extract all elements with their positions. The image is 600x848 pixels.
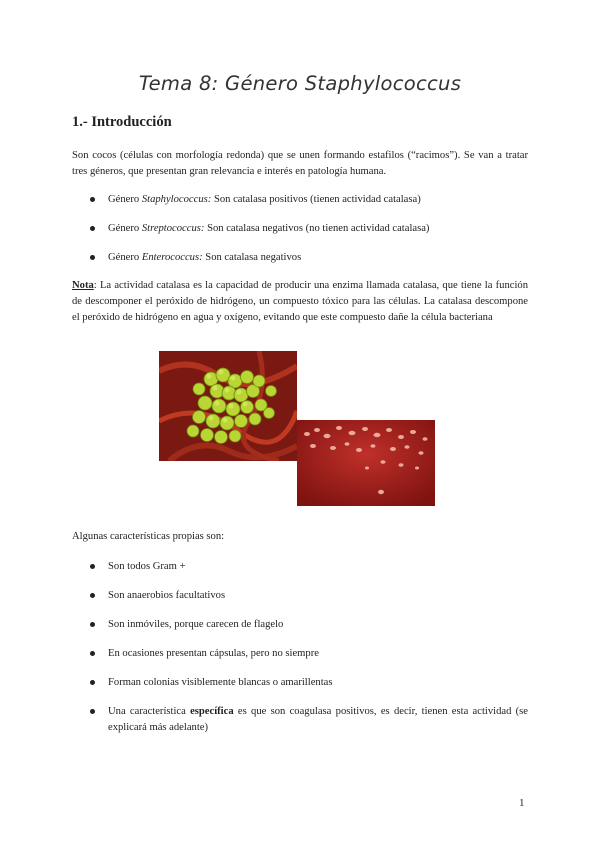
list-item <box>90 192 429 221</box>
bullet-icon <box>90 680 95 685</box>
section-heading: 1.- Introducción <box>72 114 172 130</box>
characteristics-intro: Algunas características propias son: <box>72 531 225 542</box>
characteristics-list <box>90 559 528 736</box>
bacterial-colonies-image <box>297 420 435 506</box>
bullet-icon <box>90 226 95 231</box>
genus-prefix: Género <box>108 194 140 205</box>
bullet-icon <box>90 651 95 656</box>
genus-prefix: Género <box>108 252 140 263</box>
genus-description: Son catalasa negativos <box>205 252 302 263</box>
bullet-icon <box>90 593 95 598</box>
genera-list <box>90 192 429 279</box>
characteristic-bold-text: específica <box>190 706 234 717</box>
genus-name: Enterococcus: <box>141 252 203 263</box>
characteristic-text: es que son coagulasa positivos, es decir, tienen esta actividad (se explicará más adelante) <box>108 706 529 733</box>
bullet-icon <box>90 564 95 569</box>
characteristic-text: Una característica <box>108 706 191 717</box>
characteristic-text: Son anaerobios facultativos <box>108 590 226 601</box>
document-title: Tema 8: Género Staphylococcus <box>138 72 462 95</box>
bullet-icon <box>90 622 95 627</box>
bullet-icon <box>90 197 95 202</box>
genus-name: Staphylococcus: <box>141 194 212 205</box>
list-item <box>90 250 429 279</box>
nota-label: Nota <box>72 280 94 291</box>
characteristic-text: En ocasiones presentan cápsulas, pero no siempre <box>108 648 319 659</box>
list-item <box>90 588 528 617</box>
intro-paragraph: Son cocos (células con morfología redonda) que se unen formando estafilos (“racimos”). Se van a tratar tres géneros, que presentan gran relevancia e interés en patología humana. <box>72 150 528 177</box>
list-item <box>90 704 528 736</box>
nota-paragraph <box>72 278 528 326</box>
genus-name: Streptococcus: <box>141 223 205 234</box>
list-item <box>90 617 528 646</box>
nota-text: : La actividad catalasa es la capacidad de producir una enzima llamada catalasa, que tiene la función de descomponer el peróxido de hidrógeno, un compuesto tóxico para las células. La catalasa descompone el peróxido de hidrógeno en agua y oxígeno, evitando que este compuesto dañe la célula bacteriana <box>72 280 528 323</box>
genus-description: Son catalasa positivos (tienen actividad catalasa) <box>213 194 421 205</box>
list-item <box>90 675 528 704</box>
list-item <box>90 646 528 675</box>
list-item <box>90 559 528 588</box>
genus-prefix: Género <box>108 223 140 234</box>
staphylococcus-micrograph-image <box>159 351 297 461</box>
bullet-icon <box>90 255 95 260</box>
characteristic-text: Son todos Gram + <box>108 561 186 572</box>
characteristic-text: Forman colonias visiblemente blancas o amarillentas <box>108 677 333 688</box>
list-item <box>90 221 429 250</box>
characteristic-text: Son inmóviles, porque carecen de flagelo <box>108 619 284 630</box>
genus-description: Son catalasa negativos (no tienen actividad catalasa) <box>207 223 430 234</box>
page-number: 1 <box>519 797 525 809</box>
bullet-icon <box>90 709 95 714</box>
